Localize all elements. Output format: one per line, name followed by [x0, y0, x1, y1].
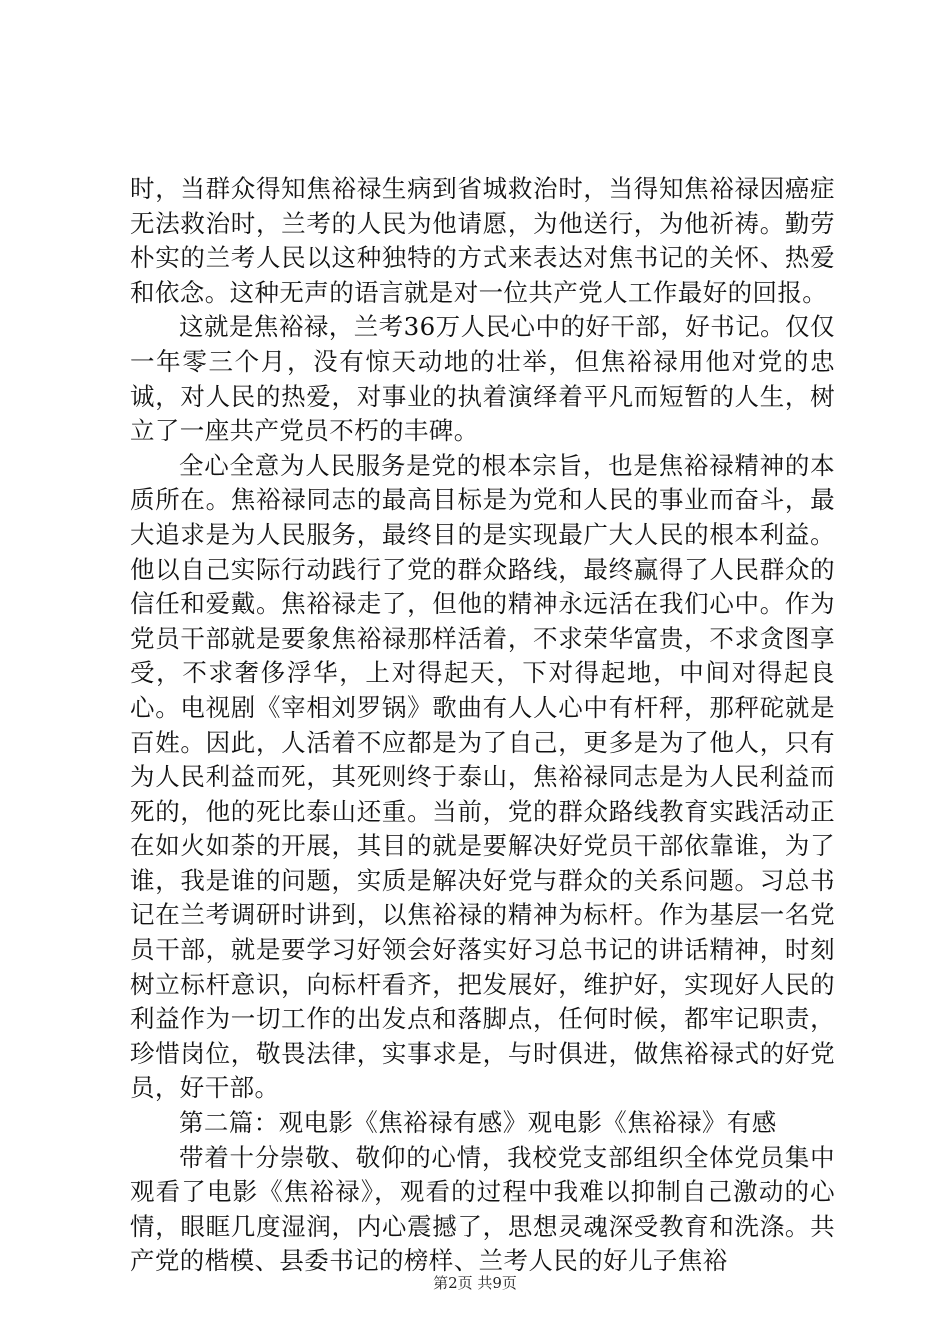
paragraph-jiao-yulu-summary: 这就是焦裕禄，兰考36万人民心中的好干部，好书记。仅仅一年零三个月，没有惊天动地的壮举，但焦裕禄用他对党的忠诚，对人民的热爱，对事业的执着演绎着平凡而短暂的人生，树立了一座共产党员不朽的丰碑。: [130, 312, 835, 446]
document-body: [130, 172, 835, 1279]
paragraph-continuation: 时，当群众得知焦裕禄生病到省城救治时，当得知焦裕禄因癌症无法救治时，兰考的人民为他请愿，为他送行，为他祈祷。勤劳朴实的兰考人民以这种独特的方式来表达对焦书记的关怀、热爱和依念。这种无声的语言就是对一位共产党人工作最好的回报。: [130, 174, 835, 307]
paragraph-movie-reflection: 带着十分崇敬、敬仰的心情，我校党支部组织全体党员集中观看了电影《焦裕禄》，观看的过程中我难以抑制自己激动的心情，眼眶几度湿润，内心震撼了，思想灵魂深受教育和洗涤。共产党的楷模、县委书记的榜样、兰考人民的好儿子焦裕: [130, 1142, 835, 1276]
paragraph-serve-the-people: 全心全意为人民服务是党的根本宗旨，也是焦裕禄精神的本质所在。焦裕禄同志的最高目标是为党和人民的事业而奋斗，最大追求是为人民服务，最终目的是实现最广大人民的根本利益。他以自己实际行动践行了党的群众路线，最终赢得了人民群众的信任和爱戴。焦裕禄走了，但他的精神永远活在我们心中。作为党员干部就是要象焦裕禄那样活着，不求荣华富贵，不求贪图享受，不求奢侈浮华，上对得起天，下对得起地，中间对得起良心。电视剧《宰相刘罗锅》歌曲有人人心中有杆秤，那秤砣就是百姓。因此，人活着不应都是为了自己，更多是为了他人，只有为人民利益而死，其死则终于泰山，焦裕禄同志是为人民利益而死的，他的死比泰山还重。当前，党的群众路线教育实践活动正在如火如荼的开展，其目的就是要解决好党员干部依靠谁，为了谁，我是谁的问题，实质是解决好党与群众的关系问题。习总书记在兰考调研时讲到，以焦裕禄的精神为标杆。作为基层一名党员干部，就是要学习好领会好落实好习总书记的讲话精神，时刻树立标杆意识，向标杆看齐，把发展好，维护好，实现好人民的利益作为一切工作的出发点和落脚点，任何时候，都牢记职责，珍惜岗位，敬畏法律，实事求是，与时俱进，做焦裕禄式的好党员，好干部。: [130, 450, 835, 1103]
section-heading-part-two: 第二篇：观电影《焦裕禄有感》观电影《焦裕禄》有感: [179, 1108, 777, 1138]
page-number-footer: 第2页 共9页: [433, 1274, 517, 1292]
